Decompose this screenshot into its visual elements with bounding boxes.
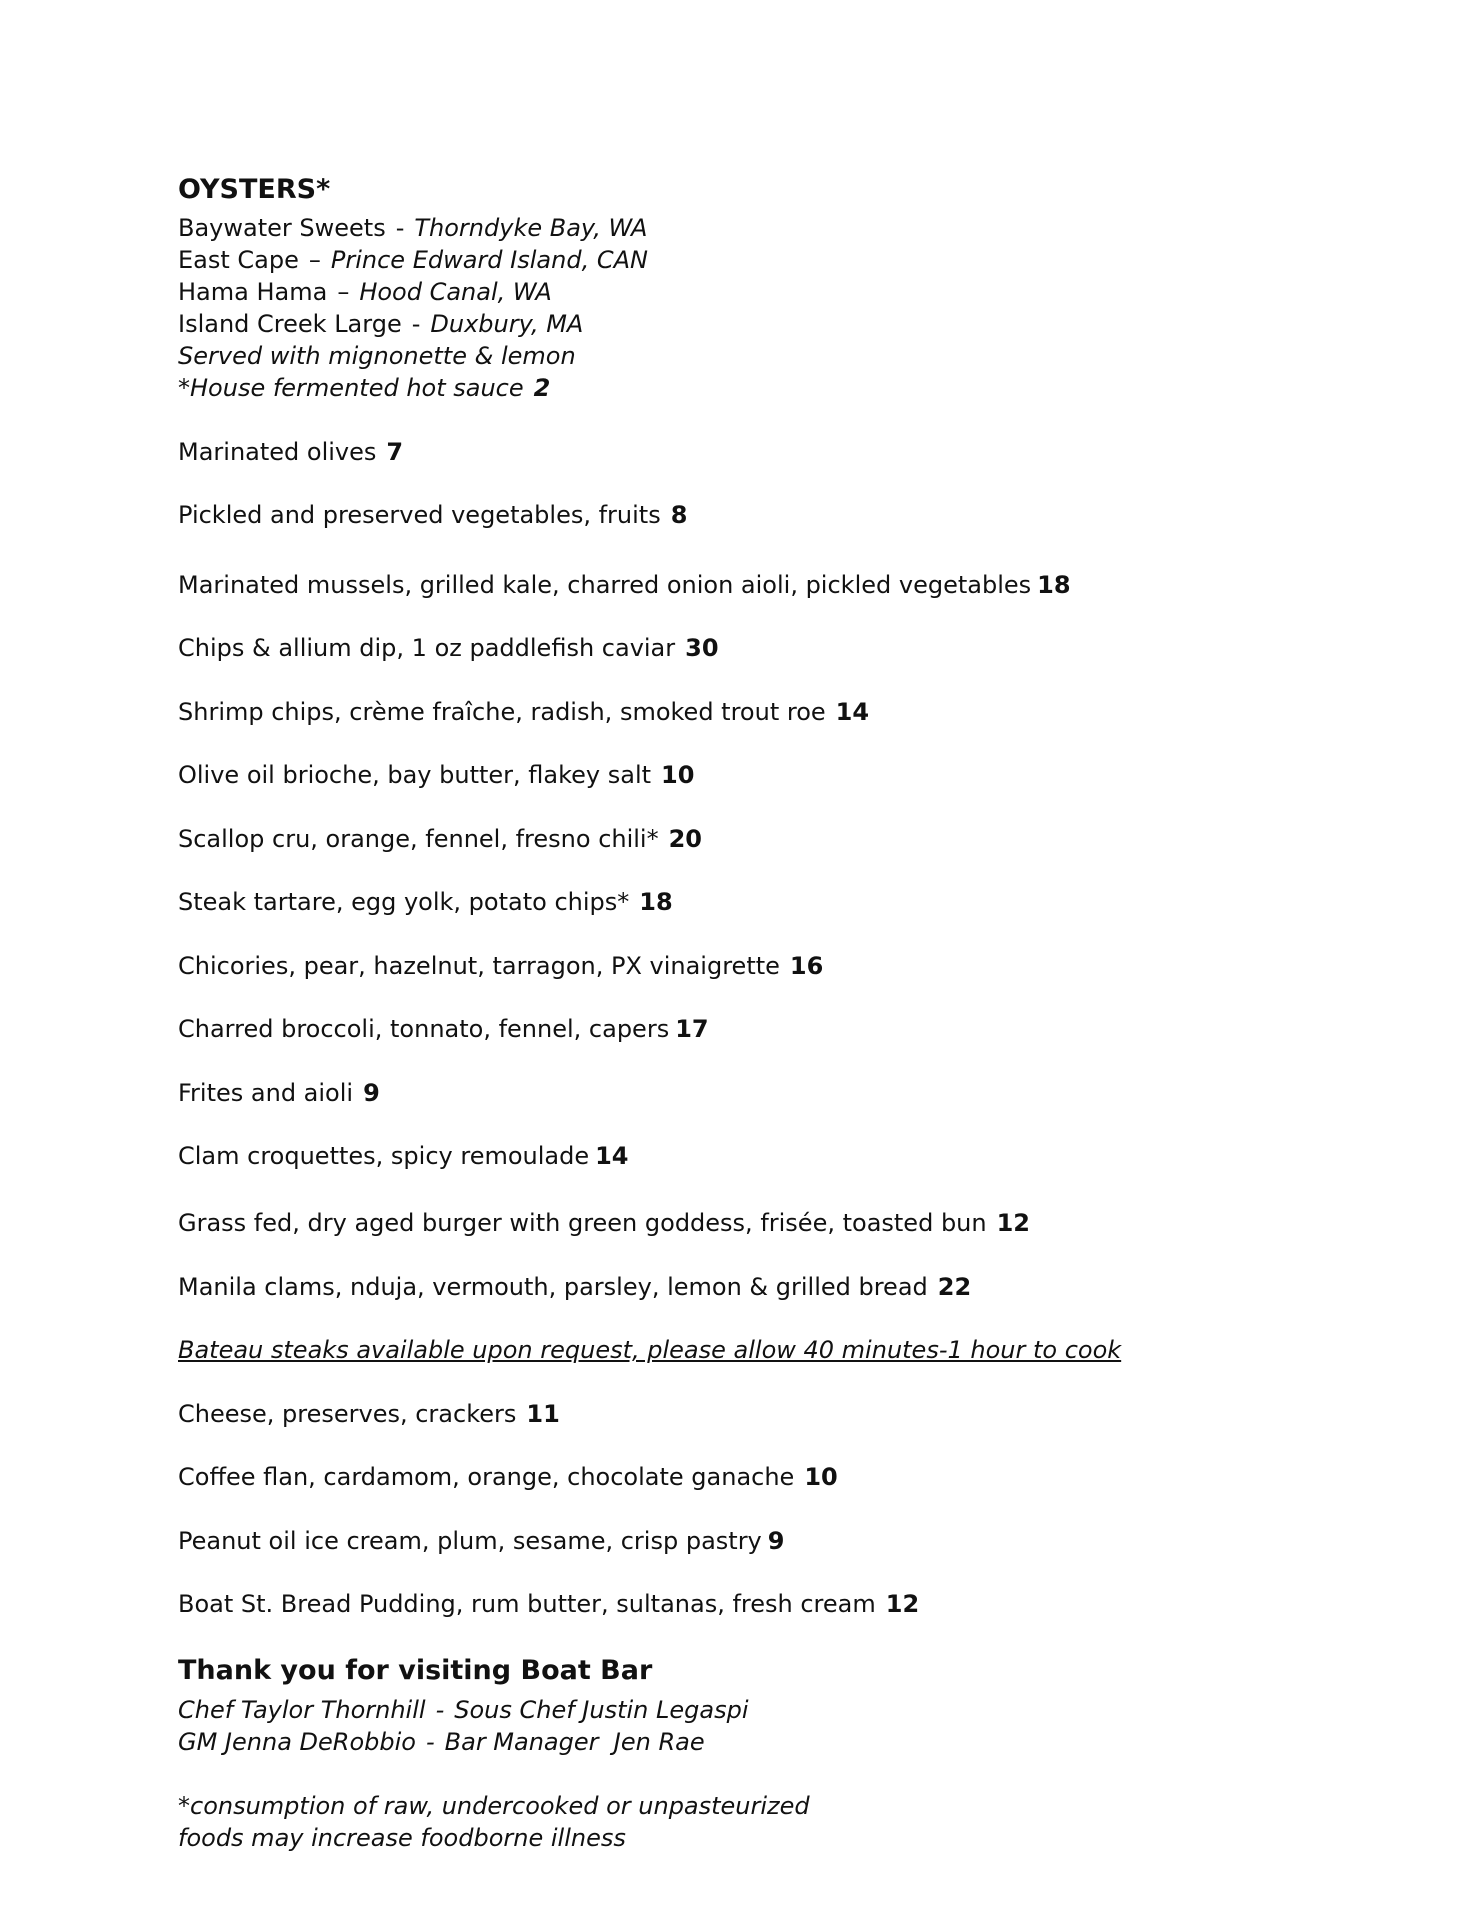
dessert-item-price: 12 bbox=[885, 1590, 920, 1618]
menu-item-price: 10 bbox=[661, 761, 695, 789]
staff-gm: GM Jenna DeRobbio bbox=[178, 1728, 416, 1756]
menu-item-name: Shrimp chips, crème fraîche, radish, smoked trout roe bbox=[178, 698, 826, 726]
oyster-item bbox=[178, 212, 647, 244]
staff-separator: - bbox=[435, 1696, 445, 1724]
menu-item-name: Chips & allium dip, 1 oz paddlefish caviar bbox=[178, 634, 676, 662]
staff-line bbox=[178, 1726, 705, 1758]
thanks-heading: Thank you for visiting Boat Bar bbox=[178, 1655, 653, 1686]
oyster-item bbox=[178, 244, 648, 276]
hot-sauce-price: 2 bbox=[533, 374, 551, 402]
menu-item-price: 8 bbox=[670, 501, 688, 529]
menu-item-name: Scallop cru, orange, fennel, fresno chili* bbox=[178, 825, 659, 853]
steaks-note: Bateau steaks available upon request, please allow 40 minutes-1 hour to cook bbox=[178, 1336, 1122, 1364]
menu-item bbox=[178, 886, 673, 918]
menu-item bbox=[178, 1013, 709, 1045]
menu-item-price: 16 bbox=[789, 952, 824, 980]
oyster-item bbox=[178, 308, 583, 340]
oyster-item bbox=[178, 276, 552, 308]
menu-item bbox=[178, 950, 823, 982]
menu-item-name: Manila clams, nduja, vermouth, parsley, lemon & grilled bread bbox=[178, 1273, 928, 1301]
menu-item bbox=[178, 1077, 380, 1109]
dessert-item bbox=[178, 1398, 560, 1430]
menu-item-name: Charred broccoli, tonnato, fennel, capers bbox=[178, 1015, 670, 1043]
menu-item bbox=[178, 823, 702, 855]
disclaimer-line: foods may increase foodborne illness bbox=[178, 1824, 626, 1852]
hot-sauce-line bbox=[178, 372, 550, 404]
dessert-item bbox=[178, 1525, 784, 1557]
staff-line bbox=[178, 1694, 749, 1726]
menu-item-name: Marinated olives bbox=[178, 438, 377, 466]
oyster-separator: – bbox=[308, 246, 321, 274]
staff-chef: Chef Taylor Thornhill bbox=[178, 1696, 426, 1724]
menu-item-name: Steak tartare, egg yolk, potato chips* bbox=[178, 888, 630, 916]
menu-item-price: 30 bbox=[685, 634, 719, 662]
hot-sauce-label: *House fermented hot sauce bbox=[178, 374, 524, 402]
menu-item-name: Pickled and preserved vegetables, fruits bbox=[178, 501, 661, 529]
dessert-item-price: 9 bbox=[767, 1527, 785, 1555]
staff-sous-chef: Sous Chef Justin Legaspi bbox=[454, 1696, 749, 1724]
menu-item-name: Olive oil brioche, bay butter, flakey salt bbox=[178, 761, 652, 789]
menu-item bbox=[178, 1207, 1030, 1239]
menu-item-price: 18 bbox=[639, 888, 673, 916]
menu-item-price: 18 bbox=[1037, 571, 1071, 599]
menu-item bbox=[178, 696, 869, 728]
menu-item-price: 17 bbox=[675, 1015, 709, 1043]
menu-item bbox=[178, 632, 719, 664]
oysters-heading: OYSTERS* bbox=[178, 174, 331, 205]
dessert-item-name: Peanut oil ice cream, plum, sesame, crisp pastry bbox=[178, 1527, 762, 1555]
menu-item bbox=[178, 759, 694, 791]
oyster-separator: - bbox=[411, 310, 421, 338]
menu-item-name: Grass fed, dry aged burger with green goddess, frisée, toasted bun bbox=[178, 1209, 987, 1237]
dessert-item-name: Cheese, preserves, crackers bbox=[178, 1400, 517, 1428]
menu-item-name: Chicories, pear, hazelnut, tarragon, PX vinaigrette bbox=[178, 952, 780, 980]
oyster-origin: Prince Edward Island, CAN bbox=[330, 246, 648, 274]
dessert-item-price: 11 bbox=[526, 1400, 560, 1428]
menu-item bbox=[178, 1271, 971, 1303]
oyster-name: East Cape bbox=[178, 246, 299, 274]
dessert-item-name: Coffee flan, cardamom, orange, chocolate ganache bbox=[178, 1463, 795, 1491]
menu-item bbox=[178, 499, 687, 531]
oyster-name: Hama Hama bbox=[178, 278, 328, 306]
menu-item-name: Marinated mussels, grilled kale, charred onion aioli, pickled vegetables bbox=[178, 571, 1032, 599]
oyster-origin: Duxbury, MA bbox=[430, 310, 584, 338]
oysters-served-with: Served with mignonette & lemon bbox=[178, 342, 576, 370]
menu-item-name: Clam croquettes, spicy remoulade bbox=[178, 1142, 590, 1170]
staff-bar-manager: Bar Manager Jen Rae bbox=[444, 1728, 705, 1756]
oyster-separator: - bbox=[395, 214, 405, 242]
oyster-name: Baywater Sweets bbox=[178, 214, 386, 242]
menu-item-price: 22 bbox=[937, 1273, 972, 1301]
dessert-item bbox=[178, 1588, 919, 1620]
oyster-origin: Thorndyke Bay, WA bbox=[414, 214, 648, 242]
menu-item-name: Frites and aioli bbox=[178, 1079, 354, 1107]
menu-item-price: 14 bbox=[595, 1142, 629, 1170]
menu-item bbox=[178, 569, 1071, 601]
oyster-origin: Hood Canal, WA bbox=[359, 278, 552, 306]
menu-item-price: 20 bbox=[668, 825, 703, 853]
menu-item bbox=[178, 1140, 629, 1172]
menu-item-price: 7 bbox=[386, 438, 404, 466]
staff-separator: - bbox=[425, 1728, 435, 1756]
menu-item-price: 9 bbox=[363, 1079, 380, 1107]
dessert-item-name: Boat St. Bread Pudding, rum butter, sultanas, fresh cream bbox=[178, 1590, 876, 1618]
dessert-item-price: 10 bbox=[804, 1463, 838, 1491]
menu-page bbox=[178, 0, 1378, 1920]
menu-item-price: 14 bbox=[835, 698, 870, 726]
oyster-separator: – bbox=[337, 278, 350, 306]
oyster-name: Island Creek Large bbox=[178, 310, 402, 338]
menu-item bbox=[178, 436, 403, 468]
menu-item-price: 12 bbox=[996, 1209, 1030, 1237]
disclaimer-line: *consumption of raw, undercooked or unpasteurized bbox=[178, 1792, 810, 1820]
dessert-item bbox=[178, 1461, 838, 1493]
